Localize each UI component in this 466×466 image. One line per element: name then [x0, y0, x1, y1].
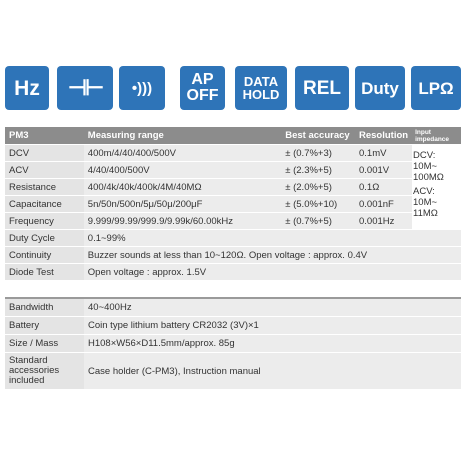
range-cell: 4/40/400/500V — [84, 162, 281, 179]
resolution-cell: 0.001Hz — [355, 213, 412, 230]
accuracy-cell: ± (5.0%+10) — [281, 196, 355, 213]
impedance-line: 11MΩ — [413, 208, 438, 219]
value-cell: H108×W56×D11.5mm/approx. 85g — [84, 335, 461, 353]
table-row — [5, 335, 461, 353]
value-cell: Buzzer sounds at less than 10~120Ω. Open voltage : approx. 0.4V — [84, 247, 461, 264]
duty-icon: Duty — [355, 66, 405, 110]
accuracy-cell: ± (2.0%+5) — [281, 179, 355, 196]
resolution-cell: 0.1mV — [355, 145, 412, 162]
item-cell: Standard accessories included — [5, 353, 84, 390]
best-accuracy-header: Best accuracy — [281, 127, 355, 145]
impedance-line: ACV: — [413, 186, 435, 197]
value-cell: 0.1~99% — [84, 230, 461, 247]
value-cell: 40~400Hz — [84, 299, 461, 317]
hz-icon: Hz — [5, 66, 49, 110]
table-row — [5, 264, 461, 281]
capacitor-icon: ⊣⊢ — [57, 66, 113, 110]
auto-power-off-icon: AP OFF — [180, 66, 225, 110]
rel-icon: REL — [295, 66, 349, 110]
impedance-line: 100MΩ — [413, 172, 444, 183]
item-cell: Battery — [5, 317, 84, 335]
data-hold-icon: DATA HOLD — [235, 66, 287, 110]
item-cell: Size / Mass — [5, 335, 84, 353]
table-row — [5, 196, 461, 213]
item-cell: Resistance — [5, 179, 84, 196]
table-row — [5, 145, 461, 162]
value-cell: Open voltage : approx. 1.5V — [84, 264, 461, 281]
table-row — [5, 179, 461, 196]
table-row — [5, 299, 461, 317]
item-cell: Frequency — [5, 213, 84, 230]
value-cell: Case holder (C-PM3), Instruction manual — [84, 353, 461, 390]
spec-table-header — [5, 127, 461, 145]
table-row — [5, 162, 461, 179]
misc-table — [5, 299, 461, 390]
value-cell: Coin type lithium battery CR2032 (3V)×1 — [84, 317, 461, 335]
spec-table — [5, 127, 461, 281]
table-row — [5, 247, 461, 264]
resolution-cell: 0.001nF — [355, 196, 412, 213]
item-cell: Capacitance — [5, 196, 84, 213]
table-row — [5, 230, 461, 247]
resolution-cell: 0.001V — [355, 162, 412, 179]
accuracy-cell: ± (2.3%+5) — [281, 162, 355, 179]
model-header: PM3 — [5, 127, 84, 145]
range-cell: 400/4k/40k/400k/4M/40MΩ — [84, 179, 281, 196]
impedance-line: DCV: — [413, 150, 436, 161]
item-cell: Continuity — [5, 247, 84, 264]
item-cell: Diode Test — [5, 264, 84, 281]
impedance-line: 10M~ — [413, 161, 438, 172]
low-pass-ohm-icon: LPΩ — [411, 66, 461, 110]
accuracy-cell: ± (0.7%+5) — [281, 213, 355, 230]
table-row — [5, 317, 461, 335]
accuracy-cell: ± (0.7%+3) — [281, 145, 355, 162]
item-cell: Duty Cycle — [5, 230, 84, 247]
input-impedance-header: Input impedance — [412, 127, 461, 145]
range-cell: 5n/50n/500n/5μ/50μ/200μF — [84, 196, 281, 213]
range-cell: 400m/4/40/400/500V — [84, 145, 281, 162]
input-impedance-values — [413, 150, 444, 219]
resolution-cell: 0.1Ω — [355, 179, 412, 196]
range-cell: 9.999/99.99/999.9/9.99k/60.00kHz — [84, 213, 281, 230]
resolution-header: Resolution — [355, 127, 412, 145]
measuring-range-header: Measuring range — [84, 127, 281, 145]
table-row — [5, 213, 461, 230]
table-row — [5, 353, 461, 390]
buzzer-icon: •))) — [119, 66, 165, 110]
item-cell: ACV — [5, 162, 84, 179]
function-icons — [5, 66, 461, 110]
item-cell: Bandwidth — [5, 299, 84, 317]
impedance-line: 10M~ — [413, 197, 438, 208]
item-cell: DCV — [5, 145, 84, 162]
